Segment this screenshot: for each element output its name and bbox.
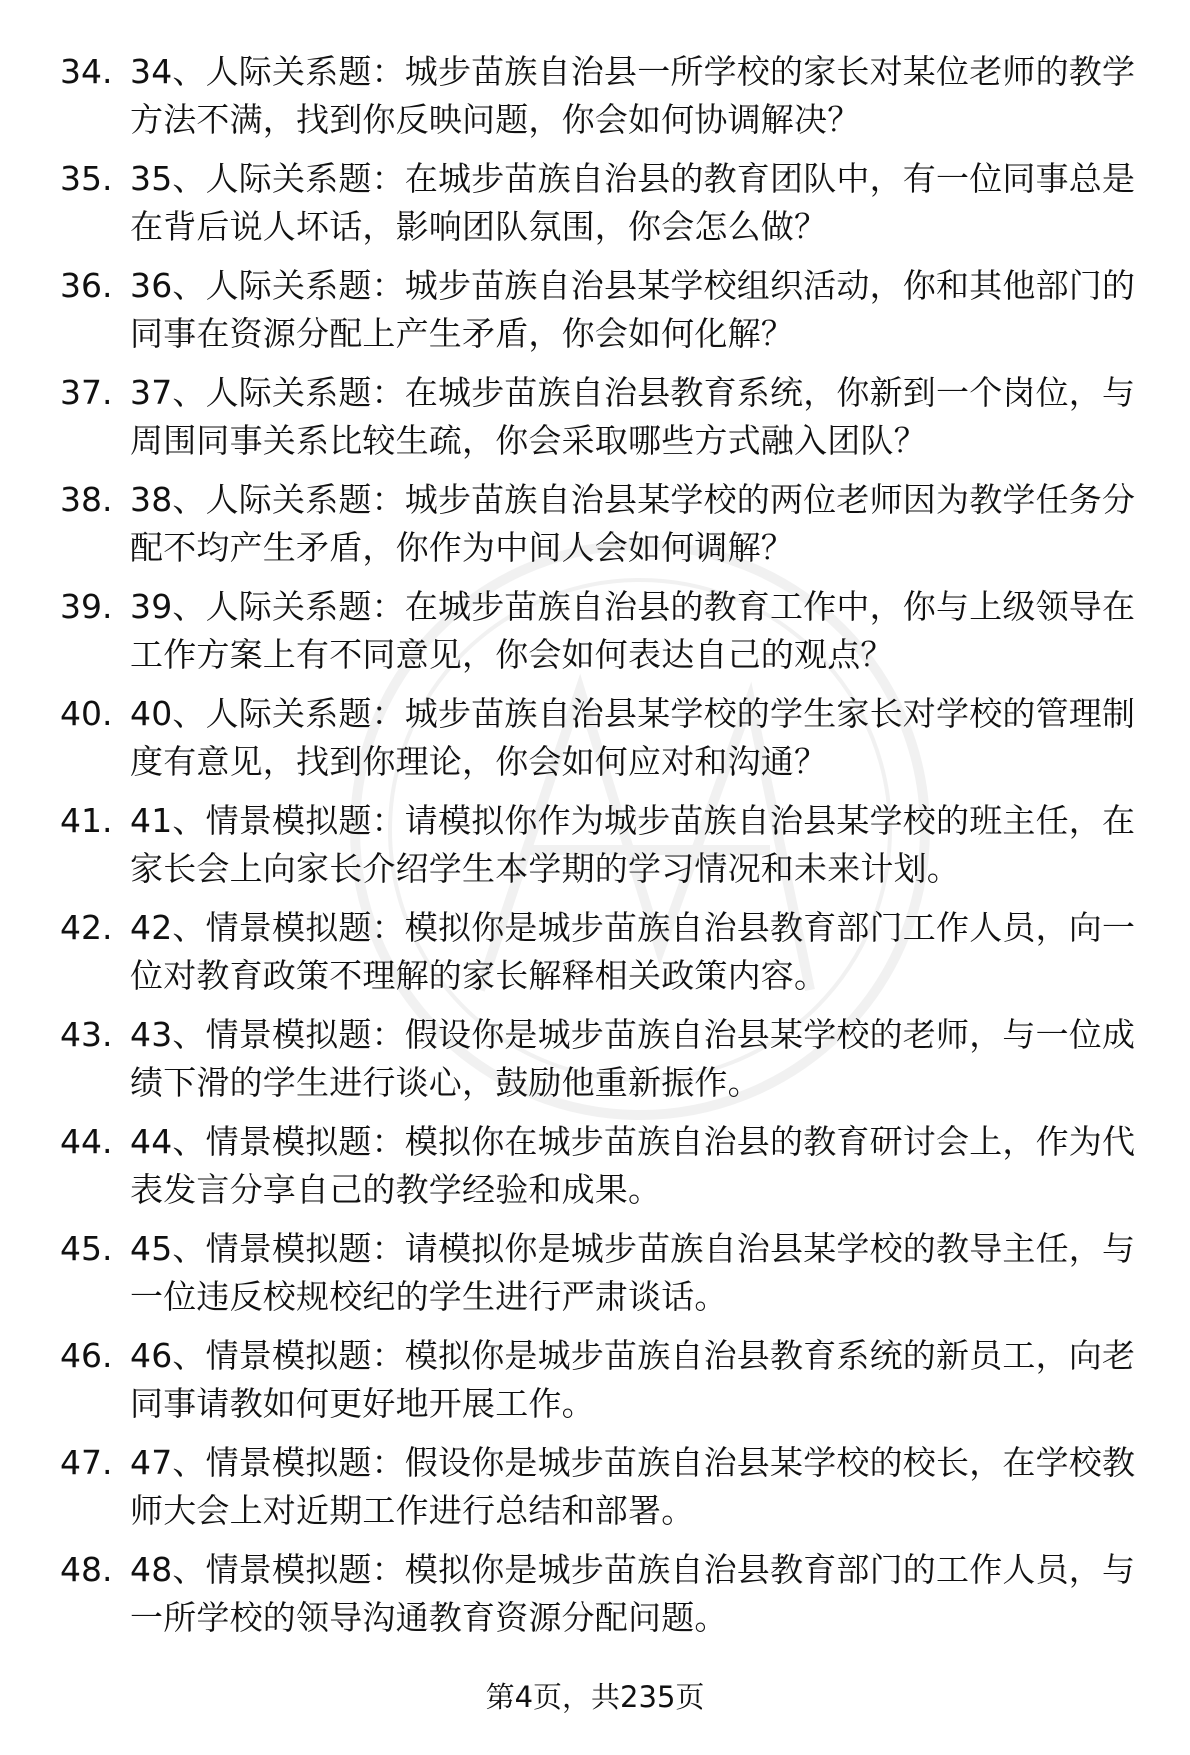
question-item <box>60 1225 1150 1332</box>
page-footer: 第4页，共235页 <box>485 1680 705 1714</box>
question-number: 43. <box>60 1015 113 1054</box>
question-text: 44、情景模拟题：模拟你在城步苗族自治县的教育研讨会上，作为代表发言分享自己的教学经验和成果。 <box>130 1122 1136 1209</box>
question-number: 47. <box>60 1443 113 1482</box>
question-number: 34. <box>60 52 113 91</box>
question-text: 45、情景模拟题：请模拟你是城步苗族自治县某学校的教导主任，与一位违反校规校纪的学生进行严肃谈话。 <box>130 1229 1136 1316</box>
question-text: 42、情景模拟题：模拟你是城步苗族自治县教育部门工作人员，向一位对教育政策不理解的家长解释相关政策内容。 <box>130 908 1136 995</box>
question-number: 45. <box>60 1229 113 1268</box>
question-item <box>60 1011 1150 1118</box>
question-item <box>60 1118 1150 1225</box>
question-item <box>60 1439 1150 1546</box>
question-item <box>60 1332 1150 1439</box>
question-text: 41、情景模拟题：请模拟你作为城步苗族自治县某学校的班主任，在家长会上向家长介绍学生本学期的学习情况和未来计划。 <box>130 801 1136 888</box>
question-number: 41. <box>60 801 113 840</box>
question-item <box>60 797 1150 904</box>
question-text: 39、人际关系题：在城步苗族自治县的教育工作中，你与上级领导在工作方案上有不同意见，你会如何表达自己的观点？ <box>130 587 1136 674</box>
question-number: 42. <box>60 908 113 947</box>
question-text: 40、人际关系题：城步苗族自治县某学校的学生家长对学校的管理制度有意见，找到你理论，你会如何应对和沟通？ <box>130 694 1136 781</box>
question-text: 46、情景模拟题：模拟你是城步苗族自治县教育系统的新员工，向老同事请教如何更好地开展工作。 <box>130 1336 1136 1423</box>
question-item <box>60 1546 1150 1653</box>
question-number: 35. <box>60 159 113 198</box>
question-item <box>60 155 1150 262</box>
question-number: 38. <box>60 480 113 519</box>
question-text: 43、情景模拟题：假设你是城步苗族自治县某学校的老师，与一位成绩下滑的学生进行谈心，鼓励他重新振作。 <box>130 1015 1136 1102</box>
question-number: 36. <box>60 266 113 305</box>
question-number: 40. <box>60 694 113 733</box>
question-number: 37. <box>60 373 113 412</box>
question-list <box>60 48 1150 1653</box>
question-number: 39. <box>60 587 113 626</box>
question-text: 34、人际关系题：城步苗族自治县一所学校的家长对某位老师的教学方法不满，找到你反映问题，你会如何协调解决？ <box>130 52 1136 139</box>
question-number: 46. <box>60 1336 113 1375</box>
question-number: 48. <box>60 1550 113 1589</box>
question-item <box>60 262 1150 369</box>
question-text: 35、人际关系题：在城步苗族自治县的教育团队中，有一位同事总是在背后说人坏话，影响团队氛围，你会怎么做？ <box>130 159 1136 246</box>
question-text: 47、情景模拟题：假设你是城步苗族自治县某学校的校长，在学校教师大会上对近期工作进行总结和部署。 <box>130 1443 1136 1530</box>
question-item <box>60 690 1150 797</box>
question-text: 38、人际关系题：城步苗族自治县某学校的两位老师因为教学任务分配不均产生矛盾，你作为中间人会如何调解？ <box>130 480 1136 567</box>
question-text: 48、情景模拟题：模拟你是城步苗族自治县教育部门的工作人员，与一所学校的领导沟通教育资源分配问题。 <box>130 1550 1136 1637</box>
question-text: 36、人际关系题：城步苗族自治县某学校组织活动，你和其他部门的同事在资源分配上产生矛盾，你会如何化解？ <box>130 266 1136 353</box>
question-number: 44. <box>60 1122 113 1161</box>
question-item <box>60 476 1150 583</box>
question-item <box>60 583 1150 690</box>
question-text: 37、人际关系题：在城步苗族自治县教育系统，你新到一个岗位，与周围同事关系比较生疏，你会采取哪些方式融入团队？ <box>130 373 1136 460</box>
question-item <box>60 904 1150 1011</box>
question-item <box>60 48 1150 155</box>
question-item <box>60 369 1150 476</box>
